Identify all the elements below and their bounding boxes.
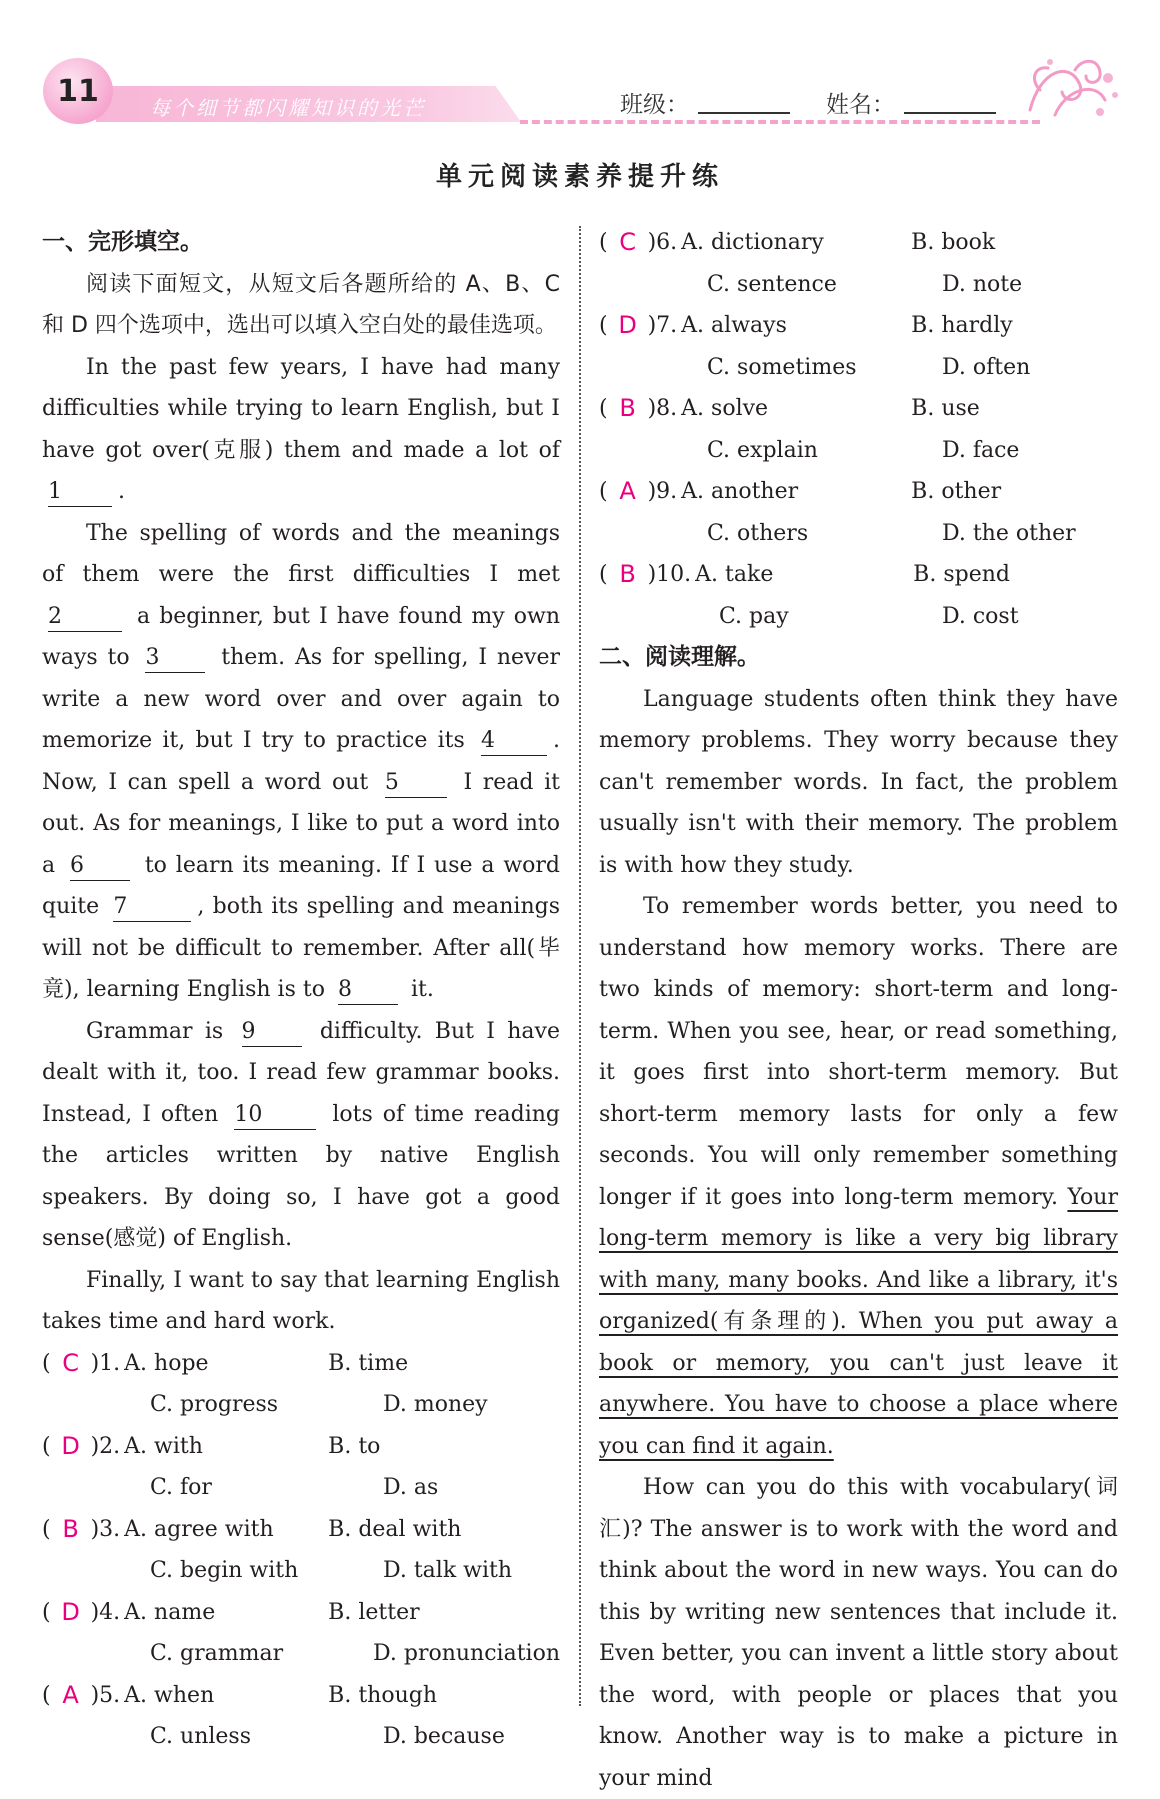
passage1-paragraph-1 — [42, 347, 560, 513]
p1-text: In the past few years, I have had many difficulties while trying to learn English, but I have got over(克服) them and made a lot of — [42, 354, 560, 463]
p2-text-g: to learn its meaning. If I use a word quite — [42, 852, 561, 919]
question-list-1-5 — [42, 1343, 560, 1758]
option-b: B. spend — [913, 562, 1010, 587]
option-a: A. hope — [124, 1350, 209, 1376]
slogan: 每个细节都闪耀知识的光芒 — [150, 96, 426, 120]
question-number: )3. — [90, 1516, 121, 1542]
option-c: C. others — [707, 520, 809, 546]
question-5-cd — [42, 1716, 560, 1758]
bracket-open: ( — [42, 1516, 51, 1542]
class-blank — [698, 112, 790, 114]
blank-10: 10 — [234, 1101, 316, 1130]
question-1-cd — [42, 1384, 560, 1426]
option-c: C. grammar — [150, 1641, 284, 1666]
header-dash-line — [520, 120, 1040, 124]
answer-8: B — [619, 394, 636, 422]
bracket-open: ( — [599, 479, 608, 504]
option-c: C. sentence — [707, 271, 837, 297]
bracket-open: ( — [599, 313, 608, 338]
answer-10: B — [619, 560, 636, 588]
blank-8: 8 — [338, 976, 398, 1005]
question-number: )2. — [90, 1433, 121, 1459]
question-number: )5. — [90, 1682, 121, 1708]
passage2-paragraph-2 — [599, 886, 1118, 1467]
option-a: A. name — [124, 1599, 216, 1625]
answer-1: C — [62, 1348, 79, 1377]
option-b: B. to — [328, 1433, 381, 1459]
option-d: D. talk with — [383, 1558, 513, 1583]
question-2 — [42, 1426, 560, 1468]
option-d: D. because — [383, 1724, 505, 1749]
option-c: C. for — [150, 1475, 212, 1500]
page-header — [0, 0, 1160, 135]
flower-ornament-icon — [1020, 50, 1120, 125]
passage2-paragraph-1: Language students often think they have memory problems. They worry because they can't remember words. In fact, the problem usually isn't with their memory. The problem is with how they study. — [599, 686, 1118, 878]
passage1-paragraph-4: Finally, I want to say that learning English takes time and hard work. — [42, 1267, 560, 1334]
blank-4: 4 — [481, 727, 547, 756]
option-c: C. progress — [150, 1392, 279, 1417]
question-10-cd — [599, 596, 1118, 638]
blank-5: 5 — [385, 769, 447, 798]
option-c: C. explain — [707, 437, 818, 463]
option-b: B. hardly — [911, 313, 1013, 338]
page-title: 单元阅读素养提升练 — [435, 162, 724, 192]
option-b: B. book — [911, 230, 996, 255]
answer-3: B — [62, 1514, 79, 1543]
question-1 — [42, 1343, 560, 1385]
option-d: D. face — [942, 437, 1020, 463]
answer-6: C — [619, 228, 636, 256]
option-c: C. pay — [719, 603, 789, 629]
option-c: C. sometimes — [707, 354, 857, 380]
answer-2: D — [61, 1431, 80, 1460]
bracket-open: ( — [599, 562, 608, 587]
option-d: D. note — [942, 271, 1023, 297]
option-c: C. unless — [150, 1724, 252, 1749]
blank-9: 9 — [242, 1018, 302, 1047]
question-5 — [42, 1675, 560, 1717]
question-number: )4. — [90, 1599, 121, 1625]
blank-1: 1 — [48, 478, 112, 507]
option-d: D. as — [383, 1475, 439, 1500]
option-c: C. begin with — [150, 1558, 299, 1583]
question-number: )6. — [647, 230, 678, 255]
question-6 — [599, 222, 1118, 264]
option-a: A. solve — [681, 396, 769, 421]
p2-text-f: I read it out. As for meanings, I like to put a word into a — [42, 769, 561, 878]
section1-heading: 一、完形填空。 — [42, 229, 203, 255]
class-label: 班级： — [620, 92, 689, 118]
blank-2: 2 — [48, 603, 122, 632]
blank-3: 3 — [145, 644, 205, 673]
p3-text-b: difficulty. But I have dealt with it, too. I read few grammar books. Instead, I often — [42, 1018, 560, 1127]
option-d: D. the other — [942, 520, 1076, 546]
option-a: A. when — [124, 1682, 215, 1708]
question-8 — [599, 388, 1118, 430]
question-7 — [599, 305, 1118, 347]
passage2-paragraph-3: How can you do this with vocabulary(词汇)? The answer is to work with the word and think about the word in new ways. You can do this by writing new sentences that include it. Even better, you can invent a little story about the word, with people or places that you know. Another way is to make a picture in your mind — [599, 1475, 1118, 1791]
right-column — [599, 222, 1118, 1799]
question-8-cd — [599, 430, 1118, 472]
option-d: D. cost — [942, 603, 1019, 629]
p2-text-e: . Now, I can spell a word out — [42, 728, 560, 795]
question-2-cd — [42, 1467, 560, 1509]
p3-text-c: lots of time reading the articles written by native English speakers. By doing so, I have got a good sense(感觉) of English. — [42, 1101, 560, 1251]
blank-7: 7 — [113, 893, 191, 922]
bracket-open: ( — [599, 396, 608, 421]
name-blank — [904, 112, 996, 114]
question-number: )9. — [647, 479, 678, 504]
left-column — [42, 222, 560, 1758]
blank-6: 6 — [70, 852, 130, 881]
option-b: B. other — [911, 479, 1002, 504]
option-b: B. time — [328, 1350, 409, 1376]
p2-text-c: a beginner, but I have found my own ways to — [42, 603, 560, 670]
page-number: 11 — [43, 58, 113, 124]
question-number: )10. — [647, 562, 692, 587]
bracket-open: ( — [42, 1350, 51, 1376]
option-b: B. though — [328, 1682, 438, 1708]
question-4 — [42, 1592, 560, 1634]
question-9 — [599, 471, 1118, 513]
option-a: A. always — [681, 313, 787, 338]
question-4-cd — [42, 1633, 560, 1675]
option-d: D. pronunciation — [373, 1641, 560, 1666]
question-6-cd — [599, 264, 1118, 306]
p2-text-a: The spelling of words and the meanings of them were the first difficulties I met — [42, 520, 560, 587]
question-3 — [42, 1509, 560, 1551]
option-a: A. take — [695, 562, 774, 587]
option-b: B. letter — [328, 1599, 420, 1625]
p2-text-i: it. — [410, 977, 434, 1002]
name-label: 姓名： — [826, 92, 895, 118]
option-a: A. another — [681, 479, 799, 504]
p2-underlined-text: Your long-term memory is like a very big library with many, many books. And like a library, it's organized(有条理的). When you put away a book or memory, you can't just leave it anywhere. You have to choose a place where you can find it again. — [599, 1184, 1118, 1459]
option-b: B. use — [911, 396, 980, 421]
passage1-paragraph-2 — [42, 513, 560, 1011]
section2-heading: 二、阅读理解。 — [599, 644, 760, 670]
bracket-open: ( — [42, 1682, 51, 1708]
answer-9: A — [619, 477, 636, 505]
bracket-open: ( — [42, 1599, 51, 1625]
column-divider — [579, 226, 581, 1706]
question-list-6-10 — [599, 222, 1118, 637]
bracket-open: ( — [599, 230, 608, 255]
bracket-open: ( — [42, 1433, 51, 1459]
p1-end: . — [118, 479, 125, 504]
section1-instruction: 阅读下面短文，从短文后各题所给的 A、B、C 和 D 四个选项中，选出可以填入空白处的最佳选项。 — [42, 271, 560, 338]
question-9-cd — [599, 513, 1118, 555]
answer-4: D — [61, 1597, 80, 1626]
question-number: )8. — [647, 396, 678, 421]
option-a: A. dictionary — [681, 230, 824, 255]
question-number: )7. — [647, 313, 678, 338]
passage1-paragraph-3 — [42, 1011, 560, 1260]
p2-text-d: them. As for spelling, I never write a new word over and over again to memorize it, but I try to practice its — [42, 645, 561, 753]
option-d: D. money — [383, 1392, 488, 1417]
option-a: A. with — [124, 1433, 203, 1459]
p2-text-h: , both its spelling and meanings will not be difficult to remember. After all(毕竟), learning English is to — [42, 894, 560, 1002]
option-b: B. deal with — [328, 1516, 462, 1542]
question-3-cd — [42, 1550, 560, 1592]
answer-5: A — [62, 1680, 79, 1709]
answer-7: D — [618, 311, 637, 339]
question-number: )1. — [90, 1350, 121, 1376]
p2-plain-text: To remember words better, you need to understand how memory works. There are two kinds of memory: short-term and long-term. When you see, hear, or read something, it goes first into short-term memory. But short-term memory lasts for only a few seconds. You will only remember something longer if it goes into long-term memory. — [599, 894, 1118, 1210]
question-10 — [599, 554, 1118, 596]
p3-text-a: Grammar is — [86, 1018, 224, 1044]
option-d: D. often — [942, 354, 1031, 380]
option-a: A. agree with — [124, 1516, 274, 1542]
question-7-cd — [599, 347, 1118, 389]
